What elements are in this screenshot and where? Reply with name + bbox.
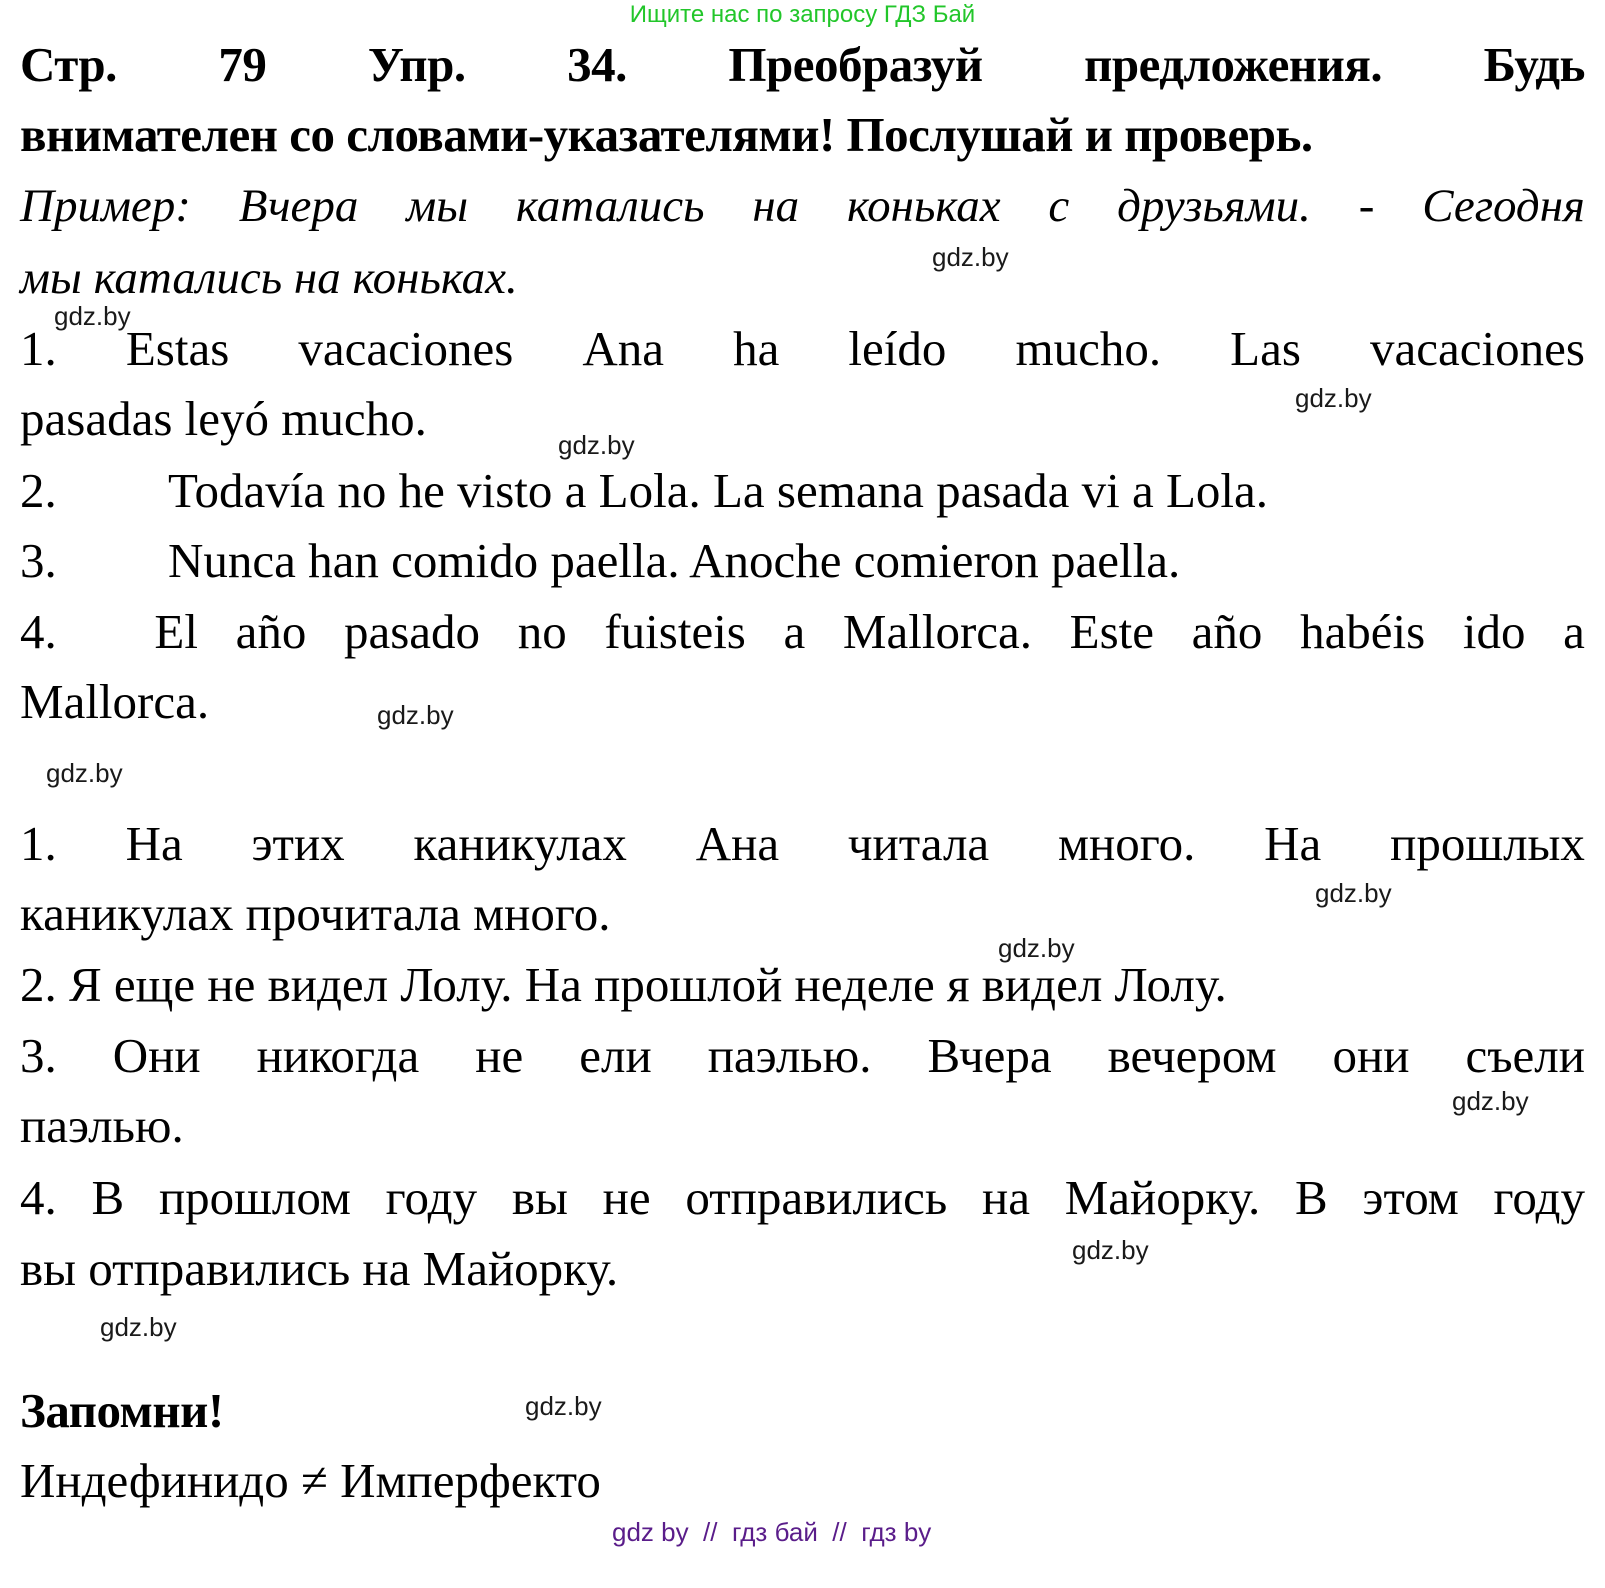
item-text: Nunca han comido paella. Anoche comieron paella.: [168, 533, 1181, 588]
item-word: Вчера: [927, 1028, 1052, 1083]
item-word: mucho.: [1015, 321, 1162, 376]
item-word: году: [385, 1170, 478, 1225]
item-word: 3.: [20, 1028, 57, 1083]
russian-item-4-line-2: вы отправились на Майорку.: [20, 1241, 619, 1296]
example-word: с: [1048, 180, 1070, 232]
item-word: no: [517, 604, 567, 659]
watermark: gdz.by: [525, 1391, 602, 1421]
heading-word: 79: [218, 37, 267, 92]
item-word: vacaciones: [1370, 321, 1585, 376]
item-word: вечером: [1107, 1028, 1277, 1083]
russian-item-4-line-1: [20, 1163, 1585, 1233]
item-number: 4.: [20, 604, 57, 659]
spanish-item-1-line-1: [20, 314, 1585, 384]
item-word: отправились: [685, 1170, 948, 1225]
example-word: друзьями.: [1117, 180, 1311, 232]
example-line-1: [20, 174, 1585, 238]
spanish-item-1-line-2: pasadas leyó mucho.: [20, 391, 427, 446]
spanish-item-2: [20, 456, 1268, 526]
item-word: году: [1493, 1170, 1585, 1225]
item-number: 3.: [20, 533, 57, 588]
item-word: Las: [1230, 321, 1301, 376]
item-word: Ана: [695, 816, 780, 871]
spanish-item-4-line-1: [20, 597, 1585, 667]
item-word: Mallorca.: [842, 604, 1033, 659]
item-word: Estas: [125, 321, 230, 376]
watermark: gdz.by: [377, 700, 454, 730]
watermark: gdz.by: [54, 301, 131, 331]
exercise-heading-line-2: внимателен со словами-указателями! Послушай и проверь.: [20, 107, 1313, 162]
item-word: прошлых: [1390, 816, 1585, 871]
item-word: много.: [1057, 816, 1196, 871]
item-text: Todavía no he visto a Lola. La semana pasada vi a Lola.: [168, 463, 1269, 518]
item-word: El: [154, 604, 198, 659]
remember-rule: Индефинидо ≠ Имперфекто: [20, 1453, 601, 1508]
example-word: мы: [406, 180, 469, 232]
watermark: gdz.by: [100, 1312, 177, 1342]
item-word: вы: [511, 1170, 568, 1225]
item-word: Este: [1069, 604, 1155, 659]
item-word: 1.: [20, 816, 57, 871]
heading-word: Стр.: [20, 37, 117, 92]
item-word: На: [1264, 816, 1322, 871]
item-word: 4.: [20, 1170, 57, 1225]
example-word: Сегодня: [1422, 180, 1585, 232]
example-word: Вчера: [238, 180, 359, 232]
example-line-2: мы катались на коньках.: [20, 252, 518, 304]
watermark: gdz.by: [1072, 1235, 1149, 1265]
russian-item-3-line-2: паэлью.: [20, 1098, 184, 1153]
heading-word: предложения.: [1084, 37, 1383, 92]
item-word: никогда: [256, 1028, 420, 1083]
item-word: прошлом: [158, 1170, 351, 1225]
item-word: ели: [579, 1028, 652, 1083]
watermark: gdz.by: [998, 933, 1075, 963]
item-word: на: [982, 1170, 1030, 1225]
russian-item-1-line-2: каникулах прочитала много.: [20, 886, 611, 941]
item-word: читала: [847, 816, 990, 871]
russian-item-1-line-1: [20, 809, 1585, 879]
item-word: съели: [1465, 1028, 1585, 1083]
spanish-item-4-line-2: Mallorca.: [20, 674, 210, 729]
top-banner: Ищите нас по запросу ГДЗ Бай: [629, 1, 976, 28]
item-word: В: [91, 1170, 125, 1225]
item-word: На: [125, 816, 183, 871]
russian-item-2: 2. Я еще не видел Лолу. На прошлой неделе я видел Лолу.: [20, 957, 1227, 1012]
example-word: катались: [515, 180, 705, 232]
item-word: ha: [733, 321, 780, 376]
item-number: 2.: [20, 463, 57, 518]
russian-item-3-line-1: [20, 1021, 1585, 1091]
watermark: gdz.by: [1315, 878, 1392, 908]
example-word: коньках: [846, 180, 1001, 232]
footer-watermark: gdz by // гдз бай // гдз by: [612, 1517, 932, 1547]
item-word: a: [783, 604, 806, 659]
heading-word: Преобразуй: [728, 37, 983, 92]
watermark: gdz.by: [558, 430, 635, 460]
item-word: Майорку.: [1064, 1170, 1261, 1225]
example-word: Пример:: [20, 180, 191, 232]
heading-word: Упр.: [367, 37, 466, 92]
item-word: не: [602, 1170, 651, 1225]
item-word: habéis: [1300, 604, 1426, 659]
item-word: año: [1191, 604, 1263, 659]
item-word: pasado: [343, 604, 481, 659]
item-word: Ana: [582, 321, 664, 376]
item-word: leído: [848, 321, 947, 376]
item-word: каникулах: [413, 816, 627, 871]
spanish-item-3: [20, 526, 1180, 596]
item-word: fuisteis: [604, 604, 746, 659]
watermark: gdz.by: [1295, 383, 1372, 413]
watermark: gdz.by: [46, 758, 123, 788]
item-word: a: [1563, 604, 1585, 659]
heading-word: Будь: [1483, 37, 1585, 92]
item-word: паэлью.: [707, 1028, 872, 1083]
watermark: gdz.by: [932, 242, 1009, 272]
item-word: этих: [251, 816, 345, 871]
item-number: 1.: [20, 321, 57, 376]
item-word: ido: [1462, 604, 1526, 659]
remember-title: Запомни!: [20, 1383, 224, 1438]
item-word: В: [1294, 1170, 1328, 1225]
example-word: -: [1358, 180, 1375, 232]
item-word: этом: [1362, 1170, 1459, 1225]
example-word: на: [752, 180, 800, 232]
item-word: Они: [112, 1028, 201, 1083]
item-word: año: [235, 604, 307, 659]
item-word: vacaciones: [298, 321, 514, 376]
heading-word: 34.: [567, 37, 627, 92]
watermark: gdz.by: [1452, 1086, 1529, 1116]
exercise-heading-line-1: [20, 30, 1585, 100]
item-word: не: [475, 1028, 524, 1083]
item-word: они: [1332, 1028, 1410, 1083]
